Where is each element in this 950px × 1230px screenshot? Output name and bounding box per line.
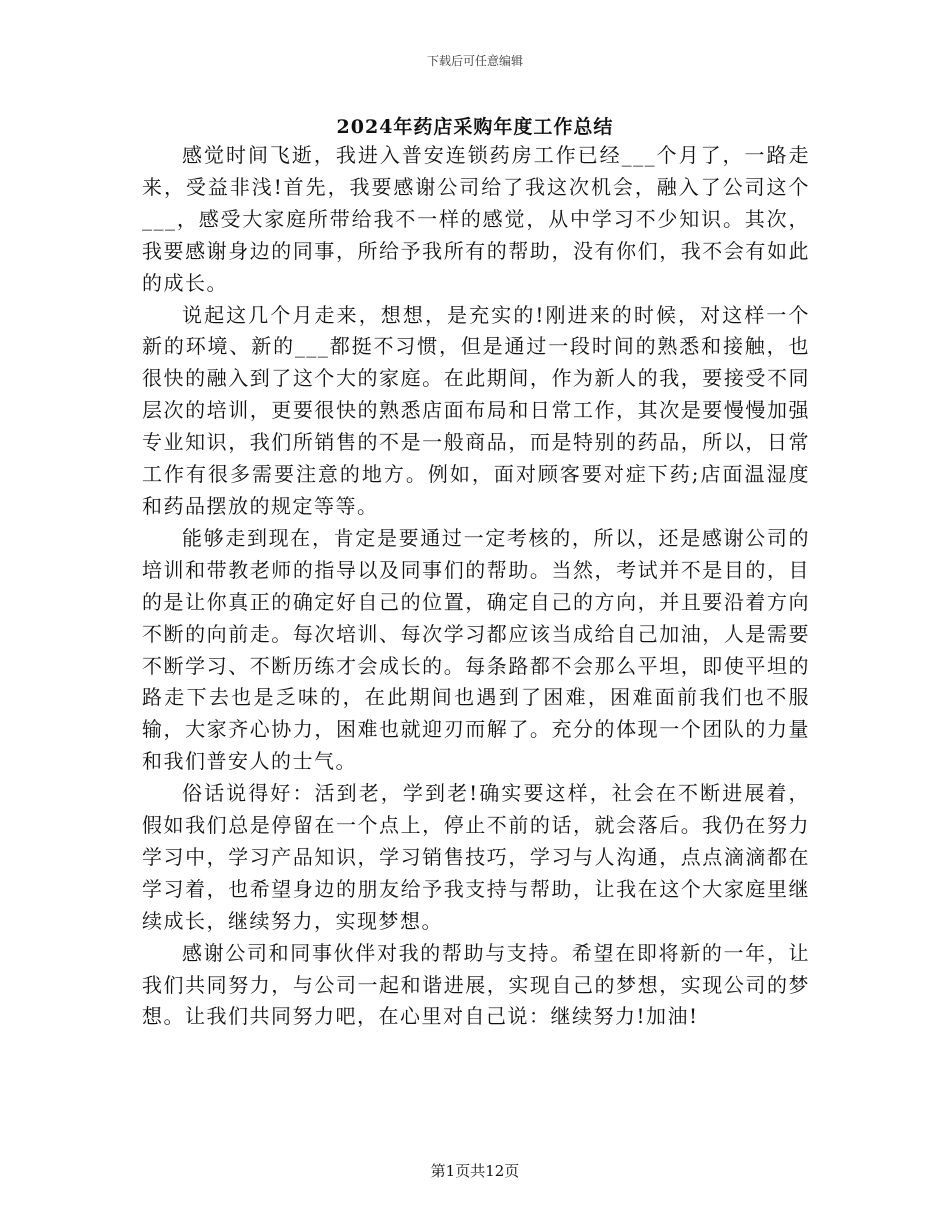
document-body (142, 140, 810, 1033)
page-number: 第1页共12页 (430, 1162, 520, 1180)
header-note: 下载后可任意编辑 (426, 54, 523, 68)
paragraph-2: 说起这几个月走来，想想，是充实的!刚进来的时候，对这样一个新的环境、新的___都挺不习惯，但是通过一段时间的熟悉和接触，也很快的融入到了这个大的家庭。在此期间，作为新人的我，要接受不同层次的培训，更要很快的熟悉店面布局和日常工作，其次是要慢慢加强专业知识，我们所销售的不是一般商品，而是特别的药品，所以，日常工作有很多需要注意的地方。例如，面对顾客要对症下药;店面温湿度和药品摆放的规定等等。 (142, 302, 810, 518)
paragraph-1: 感觉时间飞逝，我进入普安连锁药房工作已经___个月了，一路走来，受益非浅!首先，我要感谢公司给了我这次机会，融入了公司这个___，感受大家庭所带给我不一样的感觉，从中学习不少知识。其次，我要感谢身边的同事，所给予我所有的帮助，没有你们，我不会有如此的成长。 (142, 143, 810, 295)
document-title: 2024年药店采购年度工作总结 (336, 116, 614, 138)
paragraph-3: 能够走到现在，肯定是要通过一定考核的，所以，还是感谢公司的培训和带教老师的指导以及同事们的帮助。当然，考试并不是目的，目的是让你真正的确定好自己的位置，确定自己的方向，并且要沿着方向不断的向前走。每次培训、每次学习都应该当成给自己加油，人是需要不断学习、不断历练才会成长的。每条路都不会那么平坦，即使平坦的路走下去也是乏味的，在此期间也遇到了困难，困难面前我们也不服输，大家齐心协力，困难也就迎刃而解了。充分的体现一个团队的力量和我们普安人的士气。 (142, 525, 810, 774)
paragraph-5: 感谢公司和同事伙伴对我的帮助与支持。希望在即将新的一年，让我们共同努力，与公司一起和谐进展，实现自己的梦想，实现公司的梦想。让我们共同努力吧，在心里对自己说：继续努力!加油! (142, 940, 810, 1029)
paragraph-4: 俗话说得好：活到老，学到老!确实要这样，社会在不断进展着，假如我们总是停留在一个点上，停止不前的话，就会落后。我仍在努力学习中，学习产品知识，学习销售技巧，学习与人沟通，点点滴滴都在学习着，也希望身边的朋友给予我支持与帮助，让我在这个大家庭里继续成长，继续努力，实现梦想。 (142, 781, 810, 933)
